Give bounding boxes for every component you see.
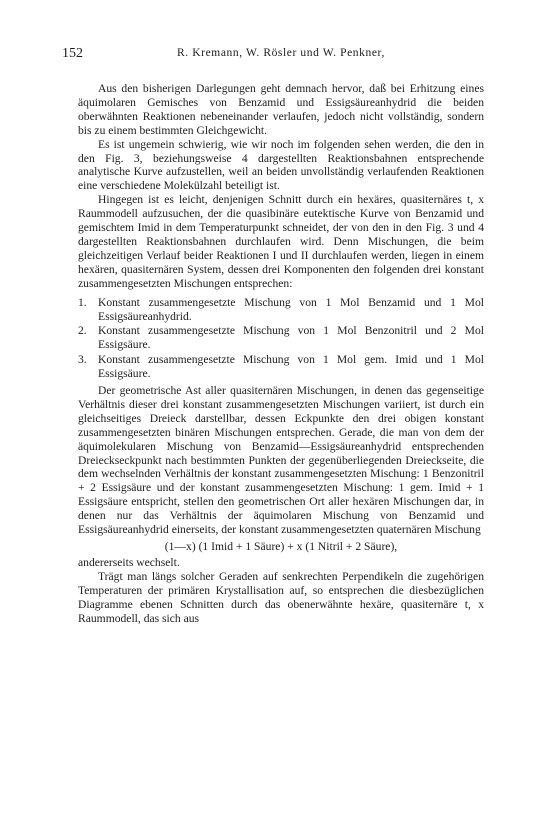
- paragraph-3: Hingegen ist es leicht, denjenigen Schnitt durch ein hexäres, quasiternäres t, x Raummodell aufzusuchen, der die quasibinäre eutektische Kurve von Benzamid und gemischtem Imid in dem Temperaturpunkt schneidet, der von den in den Fig. 3 und 4 dargestellten Reaktionsbahnen durchlaufen wird. Denn Mischungen, die beim gleichzeitigen Verlauf beider Reaktionen I und II durchlaufen werden, liegen in einem hexären, quasiternären System, dessen drei Komponenten den folgenden drei konstant zusammengesetzten Mischungen entsprechen:: [78, 193, 484, 290]
- list-item-text: Konstant zusammengesetzte Mischung von 1 Mol Benzonitril und 2 Mol Essigsäure.: [98, 324, 484, 352]
- running-head: R. Kremann, W. Rösler und W. Penkner,: [177, 47, 385, 59]
- paragraph-5: Trägt man längs solcher Geraden auf senkrechten Perpendikeln die zugehörigen Temperaturen der primären Krystallisation auf, so entsprechen die diesbezüglichen Diagramme ebenen Schnitten durch das obenerwähnte hexäre, quasiternäre t, x Raummodell, das sich aus: [78, 569, 484, 625]
- body-text: [78, 82, 484, 625]
- paragraph-4: Der geometrische Ast aller quasiternären Mischungen, in denen das gegenseitige Verhältnis dieser drei konstant zusammengesetzten Mischungen variiert, ist durch ein gleichseitiges Dreieck darstellbar, dessen Eckpunkte den drei obigen konstant zusammengesetzten binären Mischungen entsprechen. Gerade, die man von dem der äquimolekularen Mischung von Benzamid—Essigsäureanhydrid entsprechenden Dreieckseckpunkt nach bestimmten Punkten der gegenüberliegenden Dreieckseite, die dem wechselnden Verhältnis der konstant zusammengesetzten Mischung: 1 Benzonitril + 2 Essigsäure und der konstant zusammengesetzten Mischung: 1 gem. Imid + 1 Essigsäure entspricht, stellen den geometrischen Ort aller hexären Mischungen dar, in denen nur das Verhältnis der äquimolaren Mischung von Benzamid und Essigsäureanhydrid einerseits, der konstant zusammengesetzten quaternären Mischung: [78, 384, 484, 537]
- formula: (1—x) (1 Imid + 1 Säure) + x (1 Nitril + 2 Säure),: [164, 540, 398, 553]
- list-item-number: 2.: [78, 324, 87, 338]
- list-item: [78, 353, 484, 381]
- page: [62, 46, 484, 625]
- list-item-number: 3.: [78, 353, 87, 367]
- list-item-number: 1.: [78, 295, 87, 309]
- list-item-text: Konstant zusammengesetzte Mischung von 1 Mol Benzamid und 1 Mol Essigsäureanhydrid.: [98, 295, 484, 323]
- paragraph-4-end: andererseits wechselt.: [78, 555, 180, 569]
- page-number: 152: [62, 46, 83, 61]
- page-header: [62, 46, 484, 64]
- mixture-list: [78, 296, 484, 381]
- paragraph-1: Aus den bisherigen Darlegungen geht demnach hervor, daß bei Erhitzung eines äquimolaren Gemisches von Benzamid und Essigsäureanhydrid die beiden oberwähnten Reaktionen nebeneinander verlaufen, jedoch nicht vollständig, sondern bis zu einem bestimmten Gleichgewicht.: [78, 82, 484, 137]
- paragraph-2: Es ist ungemein schwierig, wie wir noch im folgenden sehen werden, die den in den Fig. 3, beziehungsweise 4 dargestellten Reaktionsbahnen entsprechende analytische Kurve aufzustellen, weil an beiden unvollständig verlaufenden Reaktionen eine verschiedene Molekülzahl beteiligt ist.: [78, 137, 484, 193]
- list-item: [78, 324, 484, 352]
- list-item-text: Konstant zusammengesetzte Mischung von 1 Mol gem. Imid und 1 Mol Essigsäure.: [98, 353, 484, 381]
- list-item: [78, 296, 484, 324]
